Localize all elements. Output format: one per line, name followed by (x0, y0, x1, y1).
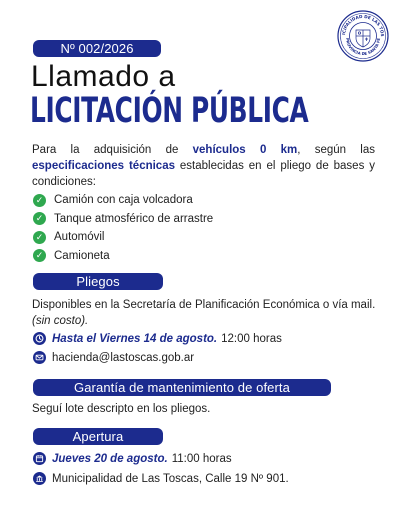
pliegos-text (32, 297, 377, 329)
pliegos-email[interactable]: hacienda@lastoscas.gob.ar (52, 351, 195, 364)
pliegos-email-row (33, 351, 194, 364)
pliegos-deadline-row (33, 332, 282, 345)
pliegos-heading-label: Pliegos (76, 274, 120, 289)
garantia-heading-label: Garantía de mantenimiento de oferta (74, 380, 290, 395)
list-item (33, 191, 213, 210)
apertura-time: 11:00 horas (171, 452, 232, 465)
list-item-label: Automóvil (54, 231, 105, 244)
list-item (33, 210, 213, 229)
pliegos-deadline-time: 12:00 horas (221, 332, 282, 345)
intro-text-1: Para la adquisición de (32, 144, 193, 156)
municipal-seal (337, 10, 389, 62)
seal-bottom-text: PROVINCIA DE SANTA FE (344, 37, 382, 57)
title-light: Llamado a (31, 60, 176, 93)
check-icon: ✓ (33, 231, 46, 244)
apertura-heading (33, 428, 163, 445)
list-item (33, 247, 213, 266)
pliegos-heading (33, 273, 163, 290)
intro-highlight-vehicles: vehículos 0 km (192, 144, 298, 156)
calendar-icon (33, 452, 46, 465)
title-bold: LICITACIÓN PÚBLICA (30, 91, 309, 131)
clock-icon (33, 332, 46, 345)
apertura-date: Jueves 20 de agosto. (52, 452, 168, 465)
apertura-date-row (33, 452, 232, 465)
pliegos-description: Disponibles en la Secretaría de Planificación Económica o vía mail. (32, 299, 376, 311)
apertura-place: Municipalidad de Las Toscas, Calle 19 Nº 901. (52, 472, 289, 485)
pliegos-note: (sin costo). (32, 315, 89, 327)
mail-icon (33, 351, 46, 364)
intro-highlight-specs: especificaciones técnicas (32, 160, 175, 172)
number-label: Nº 002/2026 (60, 41, 134, 56)
number-badge (33, 40, 161, 57)
apertura-place-row (33, 472, 289, 485)
pliegos-deadline-date: Hasta el Viernes 14 de agosto. (52, 332, 218, 345)
intro-paragraph (32, 142, 375, 190)
list-item-label: Tanque atmosférico de arrastre (54, 212, 214, 225)
vehicle-list (33, 191, 213, 265)
intro-text-3: establecidas en el pliego de bases y condiciones: (32, 160, 375, 188)
garantia-heading (33, 379, 331, 396)
check-icon: ✓ (33, 212, 46, 225)
apertura-heading-label: Apertura (72, 429, 124, 444)
list-item-label: Camioneta (54, 249, 110, 262)
intro-text-2: , según las (297, 144, 375, 156)
check-icon: ✓ (33, 249, 46, 262)
seal-top-text: ICIPALIDAD DE LAS TOS (341, 13, 386, 37)
list-item-label: Camión con caja volcadora (54, 194, 193, 207)
garantia-description: Seguí lote descripto en los pliegos. (32, 403, 211, 415)
building-icon (33, 472, 46, 485)
check-icon: ✓ (33, 194, 46, 207)
list-item (33, 228, 213, 247)
garantia-text (32, 401, 377, 417)
